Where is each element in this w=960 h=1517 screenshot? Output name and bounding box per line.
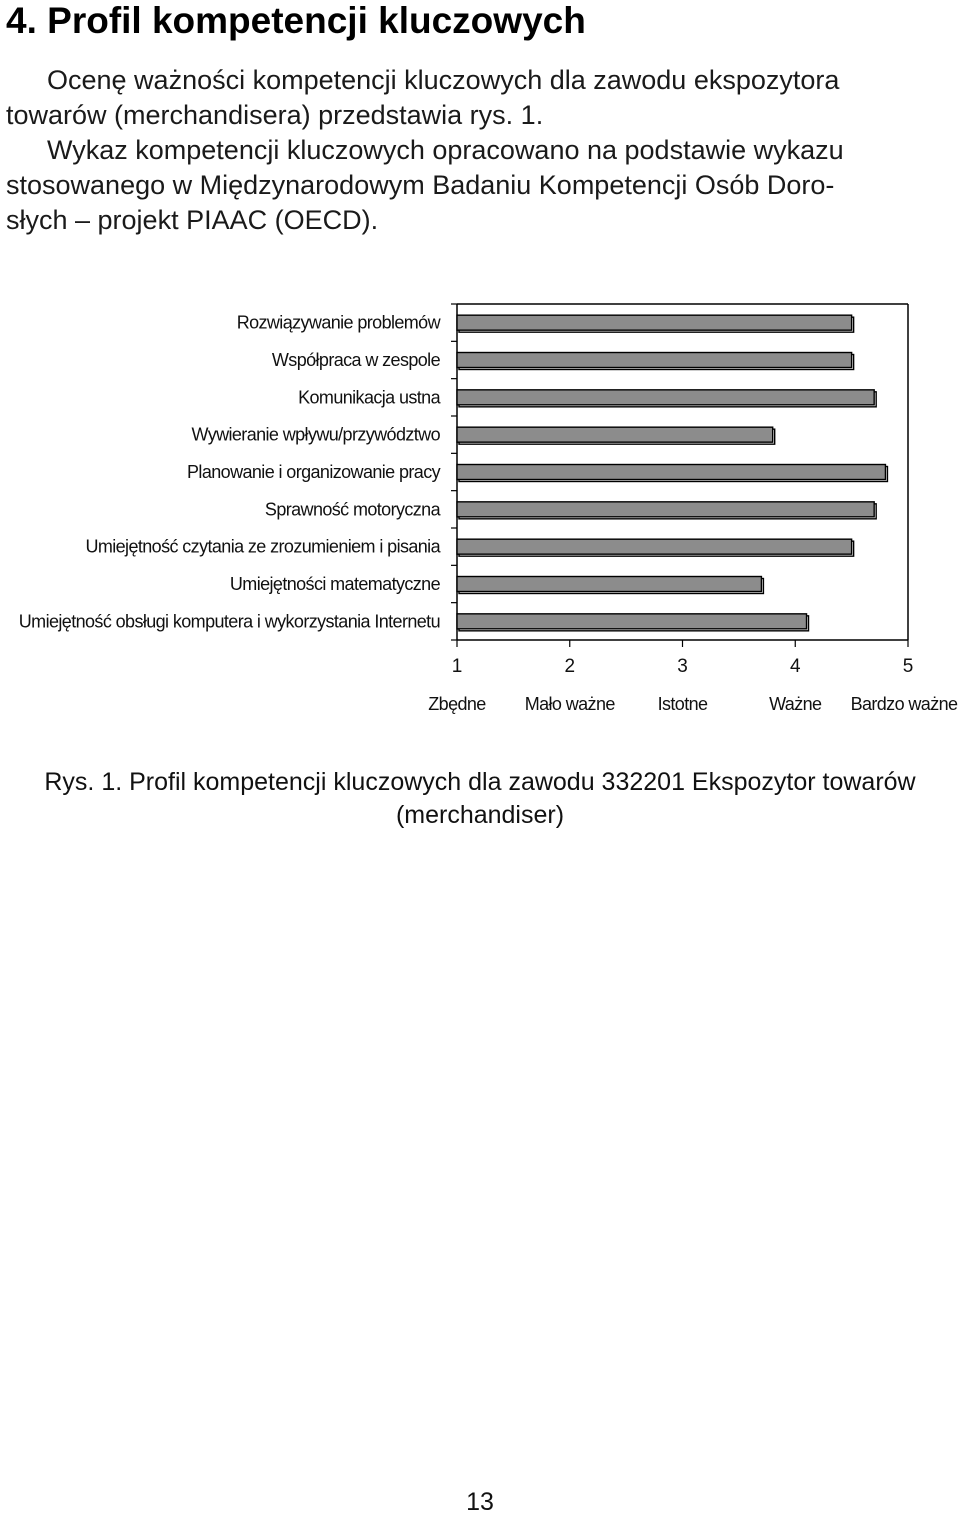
intro-paragraph xyxy=(6,63,958,133)
x-scale-label: Ważne xyxy=(769,694,822,714)
x-scale-label: Istotne xyxy=(657,694,708,714)
figure-caption xyxy=(0,766,960,832)
x-tick-label: 2 xyxy=(564,656,576,677)
category-label: Sprawność motoryczna xyxy=(264,499,440,520)
category-label: Umiejętność czytania ze zrozumieniem i pisania xyxy=(85,536,440,557)
source-paragraph xyxy=(6,133,958,238)
x-scale-label: Zbędne xyxy=(428,694,486,714)
bar xyxy=(457,614,807,629)
x-tick-label: 3 xyxy=(677,656,688,677)
source-paragraph-line-3: słych – projekt PIAAC (OECD). xyxy=(6,205,379,235)
category-labels xyxy=(19,313,442,632)
bar xyxy=(457,315,852,330)
x-tick-label: 4 xyxy=(789,656,801,677)
bar xyxy=(457,577,761,592)
scale-labels xyxy=(428,694,958,714)
category-label: Komunikacja ustna xyxy=(298,387,440,408)
source-paragraph-line-1: Wykaz kompetencji kluczowych opracowano na podstawie wykazu xyxy=(47,135,844,165)
category-label: Umiejętność obsługi komputera i wykorzystania Internetu xyxy=(18,611,440,632)
competency-bar-chart xyxy=(0,290,960,730)
x-tick-label: 1 xyxy=(451,656,463,677)
category-label: Współpraca w zespole xyxy=(271,350,440,370)
figure-caption-line-2: (merchandiser) xyxy=(395,801,565,829)
bar xyxy=(457,502,874,517)
x-tick-label: 5 xyxy=(902,656,914,677)
category-label: Planowanie i organizowanie pracy xyxy=(187,462,440,482)
source-paragraph-line-2: stosowanego w Międzynarodowym Badaniu Kompetencji Osób Doro- xyxy=(6,170,835,200)
bar xyxy=(457,465,885,480)
category-label: Wywieranie wpływu/przywództwo xyxy=(191,424,440,445)
bar xyxy=(457,353,852,368)
bar xyxy=(457,390,874,405)
section-heading: 4. Profil kompetencji kluczowych xyxy=(6,0,586,41)
category-label: Umiejętności matematyczne xyxy=(229,574,440,594)
intro-paragraph-line-1: Ocenę ważności kompetencji kluczowych dla zawodu ekspozytora xyxy=(47,65,840,95)
bar xyxy=(457,427,773,442)
x-scale-label: Mało ważne xyxy=(524,694,615,714)
x-scale-label: Bardzo ważne xyxy=(850,694,958,714)
chart-bars xyxy=(457,315,887,631)
bar xyxy=(457,539,852,554)
intro-paragraph-line-2: towarów (merchandisera) przedstawia rys. 1. xyxy=(6,100,544,130)
page-number: 13 xyxy=(466,1488,494,1516)
category-label: Rozwiązywanie problemów xyxy=(236,312,440,333)
tick-labels xyxy=(452,656,914,677)
figure-caption-line-1: Rys. 1. Profil kompetencji kluczowych dla zawodu 332201 Ekspozytor towarów xyxy=(44,768,916,796)
